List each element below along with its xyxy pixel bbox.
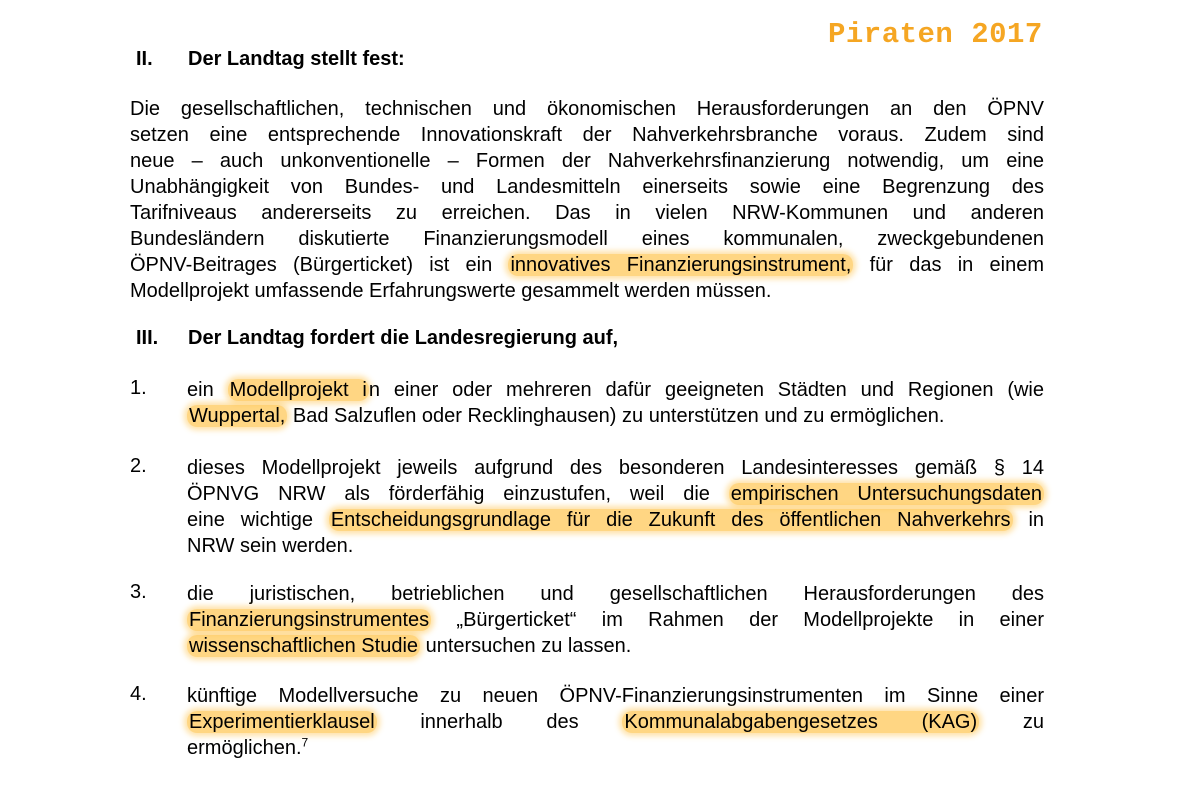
item-line: [187, 607, 1044, 633]
highlighted-phrase: empirischen Untersuchungsdaten: [730, 483, 1042, 505]
section-ii-paragraph: [130, 96, 1044, 304]
item-line: dieses Modellprojekt jeweils aufgrund des besonderen Landesinteresses gemäß § 14: [187, 457, 1044, 479]
paragraph-line: Die gesellschaftlichen, technischen und ökonomischen Herausforderungen an den ÖPNV: [130, 98, 1044, 120]
highlighted-phrase: Finanzierungsinstrumentes: [189, 609, 430, 631]
paragraph-line: neue – auch unkonventionelle – Formen der Nahverkehrsfinanzierung notwendig, um eine: [130, 150, 1044, 172]
paragraph-line: Bundesländern diskutierte Finanzierungsmodell eines kommunalen, zweckgebundenen: [130, 228, 1044, 250]
footnote-marker: 7: [301, 735, 309, 750]
highlighted-phrase: Wuppertal,: [189, 405, 286, 427]
item-line: die juristischen, betrieblichen und gesellschaftlichen Herausforderungen des: [187, 583, 1044, 605]
text-run: innerhalb des: [376, 711, 623, 733]
paragraph-line: Tarifniveaus andererseits zu erreichen. Das in vielen NRW-Kommunen und anderen: [130, 202, 1044, 224]
list-item: [187, 377, 1044, 429]
item-line: [187, 481, 1044, 507]
paragraph-line: Modellprojekt umfassende Erfahrungswerte gesammelt werden müssen.: [130, 280, 772, 302]
paragraph-line: setzen eine entsprechende Innovationskraft der Nahverkehrsbranche voraus. Zudem sind: [130, 124, 1044, 146]
item-line: [187, 403, 1044, 429]
section-number: III.: [136, 327, 159, 349]
text-run: zu: [979, 711, 1045, 733]
list-item-number: 4.: [130, 683, 147, 705]
text-run: ein: [187, 379, 228, 401]
list-item: [187, 455, 1044, 559]
item-line: [187, 377, 1044, 403]
paragraph-line: Unabhängigkeit von Bundes- und Landesmitteln einerseits sowie eine Begrenzung des: [130, 176, 1044, 198]
item-line: [187, 735, 1044, 761]
item-line: künftige Modellversuche zu neuen ÖPNV-Finanzierungsinstrumenten im Sinne einer: [187, 685, 1044, 707]
text-run: untersuchen zu lassen.: [420, 635, 632, 657]
list-item-number: 3.: [130, 581, 147, 603]
text-run: ÖPNVG NRW als förderfähig einzustufen, weil die: [187, 483, 729, 505]
section-title: Der Landtag stellt fest:: [188, 48, 405, 70]
text-run: Bad Salzuflen oder Recklinghausen) zu unterstützen und zu ermöglichen.: [287, 405, 945, 427]
list-item: [187, 581, 1044, 659]
highlighted-phrase: wissenschaftlichen Studie: [189, 635, 419, 657]
text-run: in: [1012, 509, 1045, 531]
section-number: II.: [136, 48, 153, 70]
list-item-number: 2.: [130, 455, 147, 477]
highlighted-phrase: Modellprojekt i: [229, 379, 367, 401]
text-run: ÖPNV-Beitrages (Bürgerticket) ist ein: [130, 254, 509, 276]
item-line: [187, 633, 1044, 659]
item-line: [187, 507, 1044, 533]
text-run: eine wichtige: [187, 509, 329, 531]
brand-label: Piraten 2017: [828, 18, 1043, 51]
highlighted-phrase: Experimentierklausel: [189, 711, 375, 733]
item-line: NRW sein werden.: [187, 535, 354, 557]
text-run: ermöglichen.: [187, 737, 302, 759]
highlighted-phrase: innovatives Finanzierungsinstrument,: [510, 254, 852, 276]
highlighted-phrase: Entscheidungsgrundlage für die Zukunft des öffentlichen Nahverkehrs: [330, 509, 1011, 531]
section-title: Der Landtag fordert die Landesregierung auf,: [188, 327, 619, 349]
item-line: [187, 709, 1044, 735]
highlighted-phrase: Kommunalabgabengesetzes (KAG): [624, 711, 978, 733]
text-run: n einer oder mehreren dafür geeigneten Städten und Regionen (wie: [368, 379, 1044, 401]
text-run: „Bürgerticket“ im Rahmen der Modellprojekte in einer: [431, 609, 1044, 631]
paragraph-line: [130, 252, 1044, 278]
text-run: für das in einem: [853, 254, 1044, 276]
list-item-number: 1.: [130, 377, 147, 399]
list-item: [187, 683, 1044, 761]
